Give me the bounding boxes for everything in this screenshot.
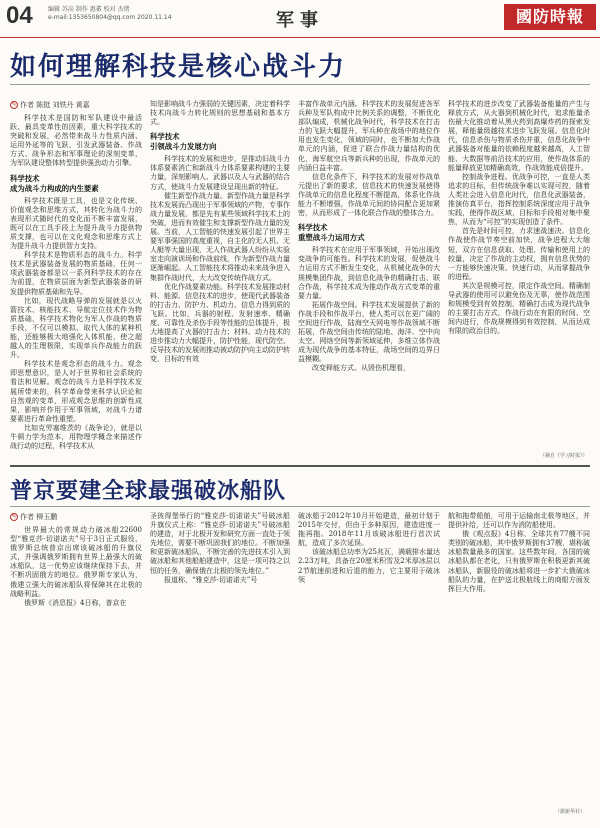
newspaper-logo: 國防時報 [504,4,596,30]
paragraph: 报道称，“雅克莎·切诺诺夫”号 [164,575,258,584]
paragraph: 科学技术是国防和军队建设中最活跃、最具变革性的因素，重大科学技术的突破和发展，必然带来战斗力性质内涵、运用外延等的飞跃，引发武器装备、作战方式、战争形态和军事理论的深刻变革，为军队建设整体转型提供强劲动力引擎。 [10,114,142,168]
article-headline-2: 普京要建全球最强破冰船队 [10,479,287,504]
paragraph: 科学技术是观念形态的战斗力。观念即思想意识，是人对于世界和社会系统的看法和见解。观念的战斗力是科学技术发展所带来的，科学革命带来科学认识论和自然观的变革，形成观念思维的创新性成果，影响并作用于军事领域，对战斗力诸要素进行革命性重塑。 [10,360,142,423]
byline-text: 作者 柳玉鹏 [20,513,58,521]
paragraph: 控制战争进程。优战争可控，一直是人类追求的目标，但传统战争难以实现可控，随着人类社会进入信息化时代，信息化武器装备，推演仿真平台，指挥控制系统深度应用于战争实践，使得作战区域、目标和手段相对集中聚焦，从而为“可控”的实现创造了条件。 [448,172,590,227]
headline-rule [10,84,590,85]
article2-credit: （据新华社） [555,809,586,815]
article-column-1 [10,114,142,460]
paragraph: 知是影响战斗力强弱的关键因素，决定着科学技术向战斗力转化规则的思想基础和基本方式。 [150,100,290,127]
paragraph: 催生新型作战力量。新型作战力量是科学技术发展而凸现出于军事领域的产物，专事作战力量发展，都是先有某些领域科学技术上的突破，进而有效催生和支撑新型作战力量的发展。当前，人工智能的快速发展引起了世界主要军事强国的高度重视，自主化的无人机、无人艇等大量出现，无人作战武器人纷纷从实验室走向演训场和作战前线，作为新型作战力量逐渐崛起。人工智能技术将推动未来战争进入集群作战时代，大大改变传统作战方式。 [150,191,290,282]
article-byline [10,100,90,110]
editor-info [48,6,172,22]
paragraph: 丰富作战单元内涵。科学技术的发展促进各军兵种及军队构成中比例关系的调整，不断优化部队编成，机械化战争时代，科学技术在打击力的飞跃大幅提升，军兵种在战场中的地位作用也发生变化，领域的同时，也不断加大作战单元的内涵，促进了联合作战力量结构的优化，海军航空兵等新兵种的出现，作战单元的内涵日益丰富。 [298,100,440,172]
page-header [0,0,600,38]
article2-column-1 [10,526,142,816]
article-credit: （摘自《学习时报》） [540,453,588,459]
paragraph: 其次是规模可控，限定作战空间。精确制导武器的使用可以避免伤及无辜，使作战范围和规模受到有效控制，精确打击成为现代战争的主要打击方式，作战行动在有限的时间、空间内进行，作战规模得到有效控制，从而达成有限的政治目的。 [448,281,590,336]
paragraph: 信息化条件下，科学技术的发展对作战单元提出了新的要求，信息技术的快速发展使得作战单元的信息化程度不断提高，体系化作战能力不断增强，作战单元间的协同配合更加紧密，从而形成了一体化联合作战的整体合力。 [298,172,440,218]
article2-column-4 [448,512,590,806]
paragraph: 拓展作战空间。科学技术发展提供了新的作战手段和作战平台，使人类可以在更广阔的空间进行作战，陆海空天网电等作战领域不断拓展，作战空间由传统的陆地、海洋、空中向太空、网络空间等新领域延伸，多维立体作战成为现代战争的基本特征，战场空间的边界日益模糊。 [298,300,440,364]
paragraph: 优化作战要素功能。科学技术发展推动材料、能源、信息技术的进步，使现代武器装备的打击力、防护力、机动力、信息力得到质的飞跃。比如，兵器的射程、发射速率、精确度、可靠性及杀伤手段等性能的总体提升，极大地提高了火器的打击力；材料、动力技术的进步推动力大幅提升，防护性能，现代防空、反导技术的发展则推动被动防护向主动防护转变，目标的有效 [150,282,290,364]
headline-rule-2 [10,506,590,507]
subheading: 科学技术 重塑战斗力运用方式 [298,223,365,243]
paragraph: 科学技术在应用于军事领域，开始出现改变战争的可能性。科学技术的发展，促使战斗力运用方式不断发生变化，从机械化战争的大规模集团作战，到信息化战争的精确打击、联合作战，科学技术成为推动作战方式变革的重要力量。 [298,246,440,300]
paragraph: 比如，现代战略导弹的发展就是以火箭技术、核能技术、导航定位技术作为物质基础，科学技术物化为军人作战的物质手段，不仅可以模拟、取代人体的某种机能，还能够极大地强化人体机能，使之超越人的生理极限，实现单兵作战能力的跃升。 [10,296,142,360]
paragraph: 破冰船于2012年10月开始建造，最初计划于2015年交付，但由于多种原因，建造进度一拖再拖。2018年11月该破冰船进行首次试航，造成了多次延误。 [298,512,440,548]
paragraph: 世界最大的常规动力破冰船22600型“雅克莎·切诺诺夫”号于3日正式服役，俄罗斯总统普京出席该破冰船的升旗仪式，并强调俄罗斯拥有世界上最强大的破冰船队，这一优势应该继续保持下去，并不断巩固俄方的地位。俄罗斯专家认为，俄建立强大的破冰船队将保障其在北极的战略利益。 [10,526,142,598]
paragraph: 该破冰船总功率为25兆瓦，满载排水量达2.23万吨，具备在20厘米积雪及2米厚冰层以2节航速前进和后退的能力，它主要用于破冰领 [298,548,440,584]
editor-line: 编辑 苏高 制作 惠蕃 校对 杰绪 [48,6,130,13]
author-icon: ✎ [11,101,17,108]
subheading: 科学技术 引领战斗力发展方向 [150,132,217,152]
section-name: 军事 [276,10,324,31]
byline-text: 作者 陈挺 刘铁丹 黄嘉 [20,101,90,109]
author-icon: ✎ [11,513,17,520]
article-column-2 [150,100,290,460]
subheading: 科学技术 成为战斗力构成的内生要素 [10,173,99,193]
article-byline-2 [10,512,57,522]
paragraph: 比如克劳塞维茨的《战争论》，就是以牛顿力学为范本，用物理学概念来描述作战行动的过程，科学技术从 [10,423,142,451]
article-column-4 [448,100,590,450]
article2-column-3 [298,512,440,816]
email-date-line: e-mail:1353650804@qq.com 2020.11.14 [48,14,172,21]
paragraph: 科学技术既是工具，也是文化传统、价值观念和思维方式，其转化为战斗力的表现形式随时代的变化而不断丰富发展，既可以在工具手段上为提升战斗力提供物质支撑，也可以在文化观念和思维方式上为提升战斗力提供智力支持。 [10,196,142,251]
paragraph: 科学技术的发展和进步，是推动旧战斗力体系要素消亡和新战斗力体系要素构建的主要力量，深刻影响人、武器以及人与武器的结合方式，使战斗力发展建设呈现出新的特征。 [150,155,290,191]
section-divider [10,465,590,467]
paragraph: 圣彼得堡举行的“雅克莎·切诺诺夫”号破冰船升旗仪式上称：“雅克莎·切诺诺夫”号破冰船的建造，对于北极开发和研究方面一直处于领先地位，需要不断巩固我们的地位。不断加强和更新破冰船队，不断完善的先进技术引入到破冰船和其他船舶建造中，这是一项可持之以恒的任务，确保俄在北极的领先地位。” [150,512,290,575]
article2-column-2 [150,512,290,816]
paragraph: 科学技术的进步改变了武器装备能量的产生与释放方式，从火器到机械化时代，追求能量杀伤最大化推动着从黑火药到高爆炸药的探索发展，释能量级越技术进步飞跃发展。信息化时代，信息杀伤与物质杀伤并重，信息化战争中武器装备对能量的依赖程度越来越高，人工智能、大数据等前沿技术的应用，使作战体系的能量释放更加精确高效，作战效能成倍提升。 [448,100,590,172]
article-column-3 [298,100,440,460]
page-number: 04 [6,2,33,29]
paragraph: 航和拖带船舶，可用于运输南北极等地区，并提供补给，还可以作为消防船使用。 [448,512,590,530]
paragraph: 俄《观点报》4日称，全球共有77艘不同类别的破冰船，其中俄罗斯拥有37艘，堪称破冰船数量最多的国家。这些数年间，各国的破冰船队都在老化，只有俄罗斯在积极更新其破冰船队，新服役的破冰船将进一步扩大俄破冰船队的力量，在护送北极航线上的商船方面发挥巨大作用。 [448,530,590,593]
article-headline: 如何理解科技是核心战斗力 [10,52,347,82]
paragraph: 改变释能方式。从毁伤机理看， [312,364,410,373]
paragraph: 俄罗斯《消息报》4日称，普京在 [24,598,127,607]
paragraph: 首先是时间可控，力求速战速决。信息化作战使作战节奏空前加快，战争进程大大缩短，双方在信息获取、处理、传输和使用上的较量，决定了作战的主动权，拥有信息优势的一方能够快速决策、快速行动，从而掌握战争的进程。 [448,227,590,281]
paragraph: 科学技术是物质形态的战斗力。科学技术是武器装备发展的物质基础，任何一项武器装备都是以一系列科学技术的存在为前提，在物质层面为新型武器装备的研发提供物质基础和先导。 [10,251,142,296]
